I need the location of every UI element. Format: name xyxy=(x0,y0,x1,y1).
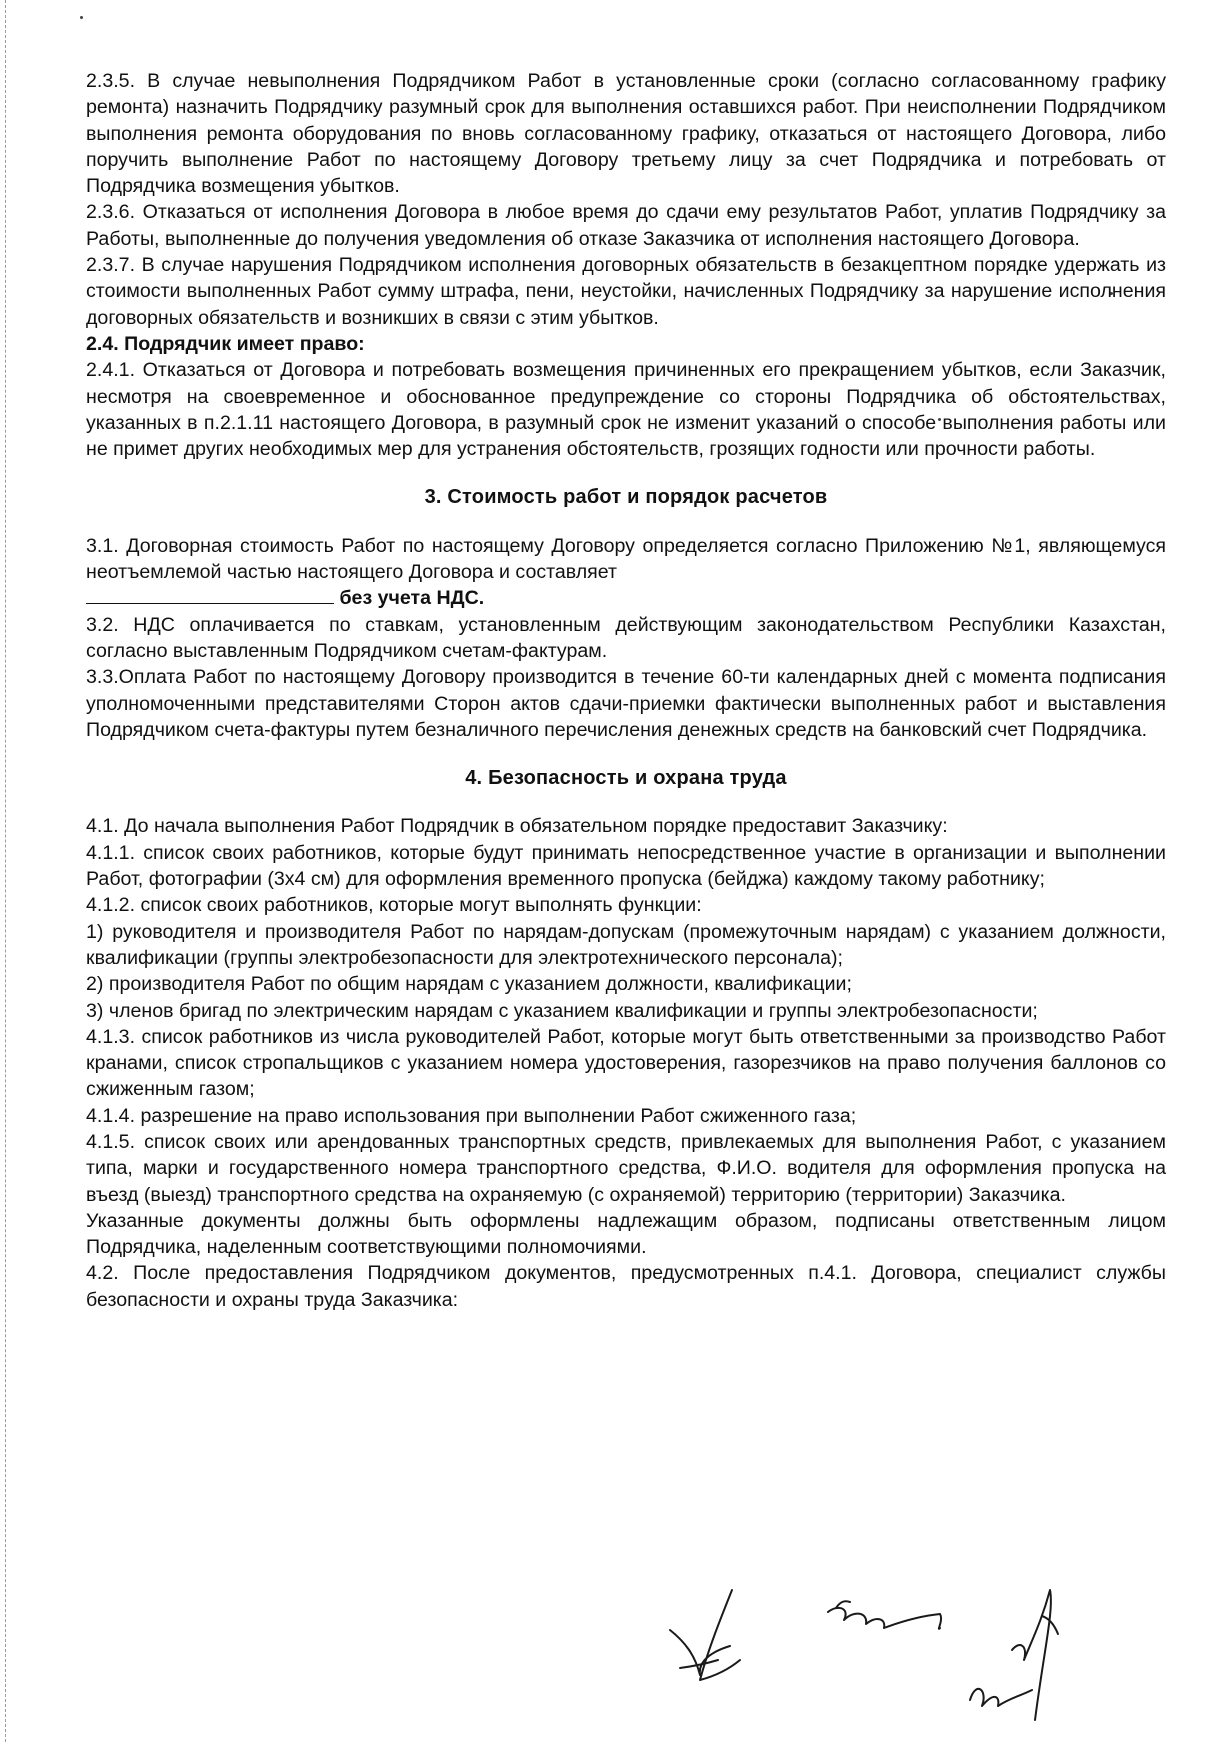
amount-blank xyxy=(86,585,334,604)
clause-4-1-1: 4.1.1. список своих работников, которые будут принимать непосредственное участие в организации и выполнении Работ, фотографии (3х4 см) для оформления временного пропуска (бейджа) каждому такому работнику; xyxy=(86,841,1166,891)
binding-margin-line xyxy=(5,0,6,1742)
clause-4-1: 4.1. До начала выполнения Работ Подрядчик в обязательном порядке предоставит Заказчику: xyxy=(86,815,948,838)
signatures-block xyxy=(640,1580,1200,1730)
clause-3-3: 3.3.Оплата Работ по настоящему Договору производится в течение 60-ти календарных дней с момента подписания уполномоченными представителями Сторон актов сдачи-приемки фактически выполненных работ и выставления Подрядчиком счета-фактуры путем безналичного перечисления денежных средств на банковский счет Подрядчика. xyxy=(86,666,1166,741)
document-body xyxy=(86,68,1166,1313)
clause-4-1-5: 4.1.5. список своих или арендованных транспортных средств, привлекаемых для выполнения Работ, с указанием типа, марки и государственного номера транспортного средства, Ф.И.О. водителя для оформления пропуска на въезд (выезд) транспортного средства на охраняемую (с охраняемой) территорию (территории) Заказчика. xyxy=(86,1130,1166,1206)
clause-3-2: 3.2. НДС оплачивается по ставкам, установленным действующим законодательством Республики Казахстан, согласно выставленным Подрядчиком счетам-фактурам. xyxy=(86,613,1166,662)
section-4-title: 4. Безопасность и охрана труда xyxy=(465,767,787,790)
clause-3-1 xyxy=(86,533,1166,586)
clause-2-4-heading: 2.4. Подрядчик имеет право: xyxy=(86,332,365,355)
clause-4-1-2-item-3: 3) членов бригад по электрическим нарядам с указанием квалификации и группы электробезопасности; xyxy=(86,999,1038,1022)
clause-4-1-4: 4.1.4. разрешение на право использования при выполнении Работ сжиженного газа; xyxy=(86,1104,857,1127)
clause-3-1-amount-line xyxy=(86,585,1166,611)
clause-2-3-5: 2.3.5. В случае невыполнения Подрядчиком Работ в установленные сроки (согласно согласованному графику ремонта) назначить Подрядчику разумный срок для выполнения оставшихся работ. При неисполнении Подрядчиком выполнения ремонта оборудования по вновь согласованному графику, отказаться от настоящего Договора, либо поручить выполнение Работ по настоящему Договору третьему лицу за счет Подрядчика и потребовать от Подрядчика возмещения убытков. xyxy=(86,70,1166,198)
clause-4-2: 4.2. После предоставления Подрядчиком документов, предусмотренных п.4.1. Договора, специалист службы безопасности и охраны труда Заказчика: xyxy=(86,1262,1166,1311)
clause-4-1-3: 4.1.3. список работников из числа руководителей Работ, которые могут быть ответственными за производство Работ кранами, список стропальщиков с указанием номера удостоверения, газорезчиков на право получения баллонов со сжиженным газом; xyxy=(86,1025,1166,1101)
clause-3-1-text: 3.1. Договорная стоимость Работ по настоящему Договору определяется согласно Приложению №1, являющемуся неотъемлемой частью настоящего Договора и составляет xyxy=(86,534,1166,584)
clause-3-1-tail: без учета НДС. xyxy=(339,587,485,610)
clause-2-3-7: 2.3.7. В случае нарушения Подрядчиком исполнения договорных обязательств в безакцептном порядке удержать из стоимости выполненных Работ сумму штрафа, пени, неустойки, начисленных Подрядчику за нарушение исполнения договорных обязательств и возникших в связи с этим убытков. xyxy=(86,254,1166,329)
clause-4-1-2-item-1: 1) руководителя и производителя Работ по нарядам-допускам (промежуточным нарядам) с указанием должности, квалификации (группы электробезопасности для электротехнического персонала); xyxy=(86,920,1166,969)
clause-4-1-2-item-2: 2) производителя Работ по общим нарядам с указанием должности, квалификации; xyxy=(86,973,852,996)
documents-requirement: Указанные документы должны быть оформлены надлежащим образом, подписаны ответственным лицом Подрядчика, наделенным соответствующими полномочиями. xyxy=(86,1209,1166,1259)
clause-2-4-1: 2.4.1. Отказаться от Договора и потребовать возмещения причиненных его прекращением убытков, если Заказчик, несмотря на своевременное и обоснованное предупреждение со стороны Подрядчика об обстоятельствах, указанных в п.2.1.11 настоящего Договора, в разумный срок не изменит указаний о способе выполнения работы или не примет других необходимых мер для устранения обстоятельств, грозящих годности или прочности работы. xyxy=(86,359,1166,461)
signature-1 xyxy=(670,1590,740,1680)
signature-3 xyxy=(970,1590,1058,1720)
clause-2-3-6: 2.3.6. Отказаться от исполнения Договора в любое время до сдачи ему результатов Работ, уплатив Подрядчику за Работы, выполненные до получения уведомления об отказе Заказчика от исполнения настоящего Договора. xyxy=(86,201,1166,250)
signature-2 xyxy=(828,1601,941,1629)
scan-speck xyxy=(80,16,83,19)
clause-4-1-2: 4.1.2. список своих работников, которые могут выполнять функции: xyxy=(86,894,702,917)
section-3-title: 3. Стоимость работ и порядок расчетов xyxy=(424,486,828,509)
